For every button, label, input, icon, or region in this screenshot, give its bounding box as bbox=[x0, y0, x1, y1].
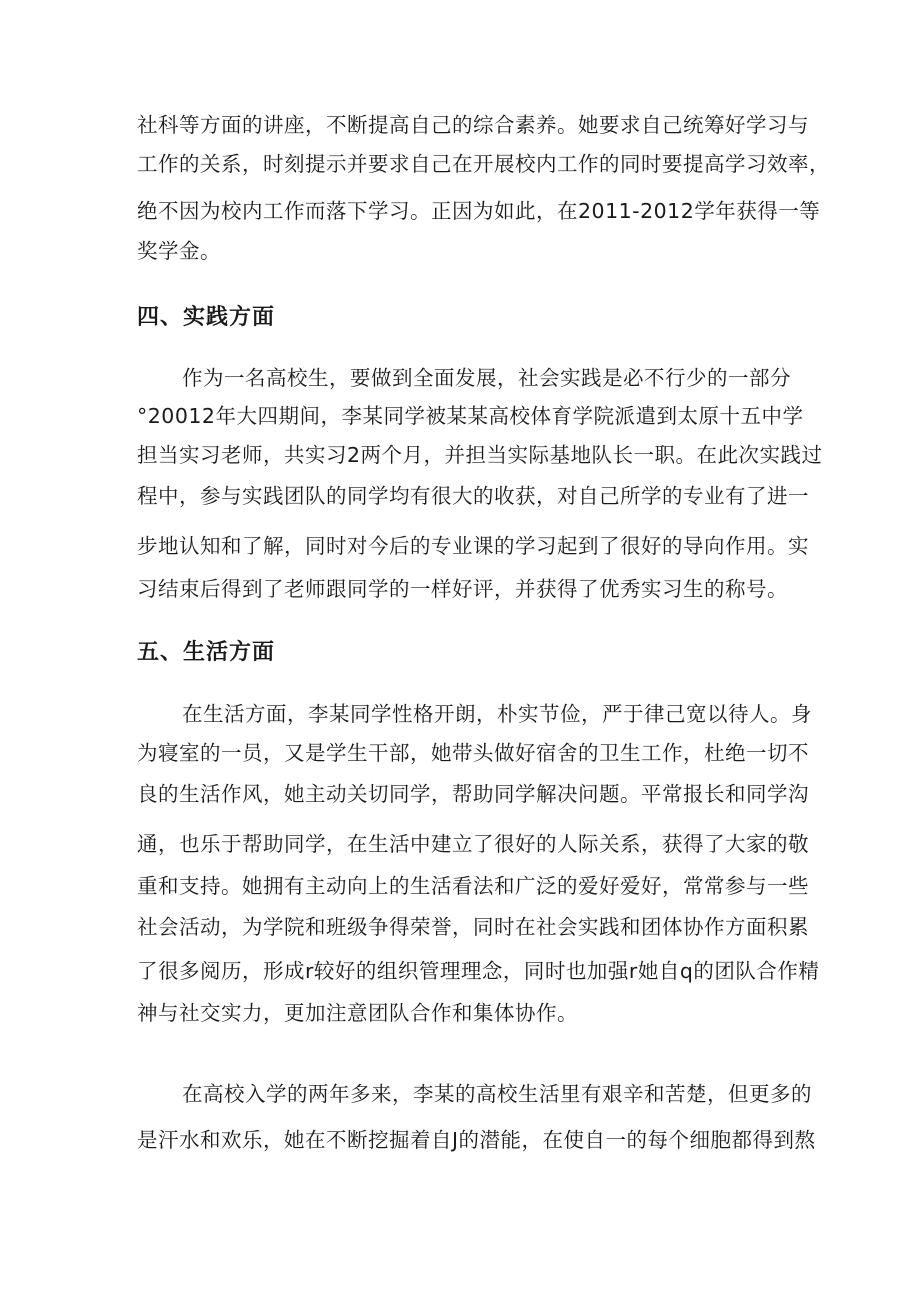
paragraph-line: 步地认知和了解，同时对今后的专业课的学习起到了很好的导向作用。实 bbox=[137, 534, 809, 558]
paragraph-line: 作为一名高校生，要做到全面发展，社会实践是必不行少的一部分 bbox=[182, 366, 791, 390]
paragraph-line: 工作的关系，时刻提示并要求自己在开展校内工作的同时要提高学习效率， bbox=[137, 152, 830, 176]
paragraph-line: 了很多阅历，形成r较好的组织管理理念，同时也加强r她自q的团队合作精 bbox=[137, 959, 820, 983]
section-heading-practice: 四、实践方面 bbox=[137, 305, 276, 330]
paragraph-line: 习结束后得到了老师跟同学的一样好评，并获得了优秀实习生的称号。 bbox=[137, 577, 788, 601]
paragraph-line: 社科等方面的讲座，不断提高自己的综合素养。她要求自己统筹好学习与 bbox=[137, 113, 809, 137]
paragraph-line: 重和支持。她拥有主动向上的生活看法和广泛的爱好爱好，常常参与一些 bbox=[137, 874, 809, 898]
paragraph-line: 良的生活作风，她主动关切同学，帮助同学解决问题。平常报长和同学沟 bbox=[137, 782, 809, 806]
paragraph-line: 在高校入学的两年多来，李某的高校生活里有艰辛和苦楚，但更多的 bbox=[182, 1082, 812, 1106]
section-heading-life: 五、生活方面 bbox=[137, 640, 276, 665]
paragraph-line: 程中，参与实践团队的同学均有很大的收获，对自己所学的专业有了进一 bbox=[137, 484, 809, 508]
paragraph-line: °20012年大四期间，李某同学被某某高校体育学院派遣到太原十五中学 bbox=[137, 404, 804, 428]
paragraph-line: 通，也乐于帮助同学，在生活中建立了很好的人际关系，获得了大家的敬 bbox=[137, 832, 809, 856]
paragraph-line: 神与社交实力，更加注意团队合作和集体协作。 bbox=[137, 1001, 578, 1025]
paragraph-line: 担当实习老师，共实习2两个月，并担当实际基地队长一职。在此次实践过 bbox=[137, 443, 823, 467]
paragraph-line: 为寝室的一员，又是学生干部，她带头做好宿舍的卫生工作，杜绝一切不 bbox=[137, 741, 809, 765]
paragraph-line: 在生活方面，李某同学性格开朗，朴实节俭，严于律己宽以待人。身 bbox=[182, 702, 812, 726]
paragraph-line: 奖学金。 bbox=[137, 239, 221, 263]
paragraph-line: 是汗水和欢乐，她在不断挖掘着自J的潜能，在使自一的每个细胞都得到熬 bbox=[137, 1128, 816, 1152]
paragraph-line: 社会活动，为学院和班级争得荣誉，同时在社会实践和团体协作方面积累 bbox=[137, 915, 809, 939]
paragraph-line: 绝不因为校内工作而落下学习。正因为如此，在2011-2012学年获得一等 bbox=[137, 199, 821, 223]
